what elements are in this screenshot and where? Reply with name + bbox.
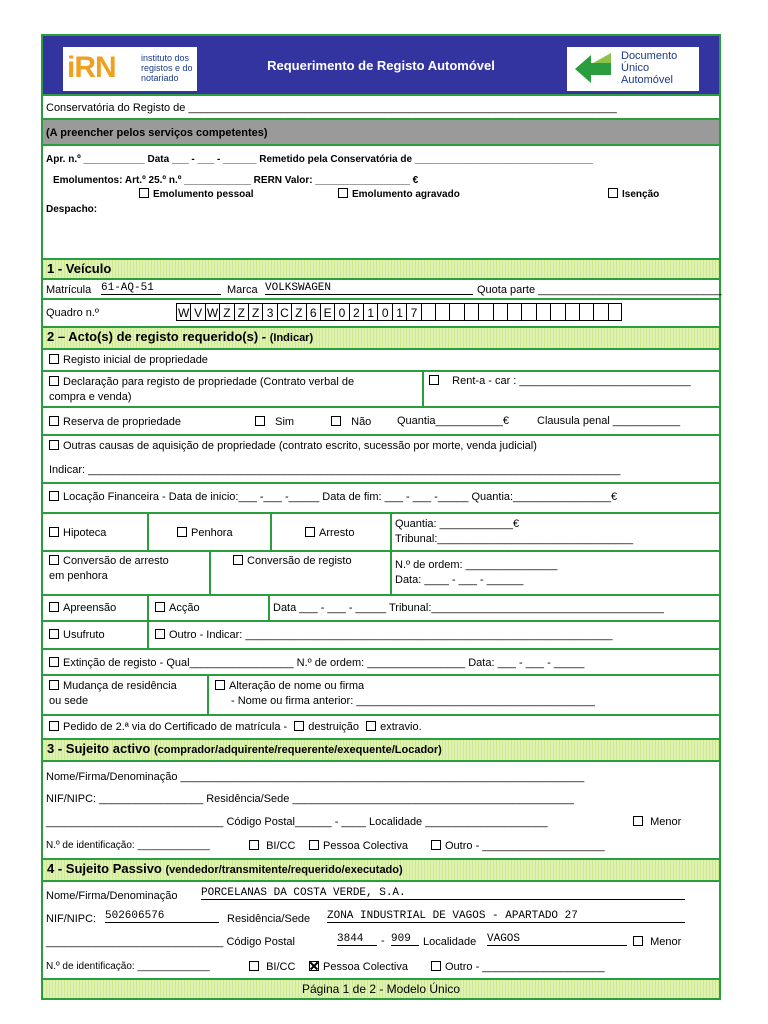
usufruto[interactable]: Usufruto — [49, 629, 105, 641]
reserva-nao[interactable]: Não — [331, 416, 371, 428]
declaracao-line2: compra e venda) — [49, 391, 132, 403]
page-footer — [41, 980, 721, 1000]
rent-a-car-checkbox[interactable] — [429, 375, 439, 385]
conversao-registo[interactable]: Conversão de registo — [233, 555, 352, 567]
emol-pessoal-checkbox[interactable] — [139, 188, 149, 198]
clausula-penal[interactable]: Clausula penal ___________ — [537, 415, 681, 427]
pedido-2via-checkbox[interactable] — [49, 721, 59, 731]
reserva-checkbox[interactable] — [49, 416, 59, 426]
passivo-colectiva-checkbox[interactable] — [309, 961, 319, 971]
passivo-residencia-value[interactable]: ZONA INDUSTRIAL DE VAGOS - APARTADO 27 — [327, 910, 685, 923]
matricula-row — [41, 280, 721, 300]
passivo-outro[interactable]: Outro - ____________________ — [431, 961, 605, 973]
activo-nome[interactable]: Nome/Firma/Denominação __________________________________________________________________ — [46, 771, 585, 783]
section-passivo-title: 4 - Sujeito Passivo (vendedor/transmitente/requerido/executado) — [47, 861, 403, 876]
passivo-outro-checkbox[interactable] — [431, 961, 441, 971]
vin-char-box[interactable] — [608, 303, 622, 321]
irn-logo-text: instituto dos registos e do notariado — [141, 53, 193, 83]
activo-outro[interactable]: Outro - ____________________ — [431, 840, 605, 852]
activo-colectiva[interactable]: Pessoa Colectiva — [309, 840, 408, 852]
vin-char-box[interactable]: E — [320, 303, 334, 321]
mudanca-residencia-checkbox[interactable] — [49, 680, 59, 690]
vin-char-box[interactable]: Z — [291, 303, 305, 321]
section-veiculo-title: 1 - Veículo — [47, 261, 112, 276]
registo-inicial-row — [41, 350, 721, 372]
divider — [207, 676, 209, 716]
vin-char-box[interactable] — [536, 303, 550, 321]
vin-char-box[interactable]: C — [277, 303, 291, 321]
matricula-label: Matrícula — [46, 284, 92, 296]
passivo-nome-value[interactable]: PORCELANAS DA COSTA VERDE, S.A. — [201, 887, 685, 900]
vin-char-box[interactable]: 3 — [262, 303, 276, 321]
divider — [147, 622, 149, 650]
apreensao-checkbox[interactable] — [49, 602, 59, 612]
alteracao-nome-checkbox[interactable] — [215, 680, 225, 690]
emol-agravado-checkbox[interactable] — [338, 188, 348, 198]
vin-char-box[interactable] — [493, 303, 507, 321]
marca-label: Marca — [227, 284, 258, 296]
vin-char-box[interactable]: 1 — [363, 303, 377, 321]
activo-block — [41, 762, 721, 860]
vin-char-box[interactable] — [435, 303, 449, 321]
mudanca-line2: ou sede — [49, 695, 89, 707]
passivo-residencia-label: Residência/Sede — [227, 913, 311, 925]
conversao-ordem[interactable]: N.º de ordem: _______________ — [395, 559, 558, 571]
locacao-checkbox[interactable] — [49, 491, 59, 501]
nome-anterior[interactable]: - Nome ou firma anterior: _______________________________________ — [231, 695, 595, 707]
arresto-checkbox[interactable] — [305, 527, 315, 537]
apreensao-row — [41, 596, 721, 622]
outras-causas-checkbox[interactable] — [49, 440, 59, 450]
page-number: Página 1 de 2 - Modelo Único — [301, 982, 461, 996]
activo-bicc-checkbox[interactable] — [249, 840, 259, 850]
servicos-block — [41, 146, 721, 260]
outras-row — [41, 436, 721, 484]
vin-char-box[interactable]: 2 — [349, 303, 363, 321]
conversao-arresto-line2: em penhora — [49, 570, 108, 582]
vin-char-box[interactable]: W — [176, 303, 190, 321]
despacho-label: Despacho: — [46, 204, 98, 215]
dua-arrow-icon — [571, 49, 615, 89]
divider — [209, 552, 211, 596]
locacao[interactable]: Locação Financeira - Data de inicio:___ -___ -_____ Data de fim: ___ - ___ -_____ Quantia:________________€ — [49, 491, 617, 503]
conversao-data[interactable]: Data: ____ - ___ - ______ — [395, 574, 524, 586]
passivo-cp2[interactable]: 909 — [391, 933, 419, 946]
divider — [270, 514, 272, 552]
passivo-codigo-label: _____________________________ Código Postal — [46, 936, 295, 948]
passivo-cp1[interactable]: 3844 — [337, 933, 377, 946]
outras-causas[interactable]: Outras causas de aquisição de propriedade (contrato escrito, sucessão por morte, venda judicial) — [49, 440, 537, 452]
hipoteca-checkbox[interactable] — [49, 527, 59, 537]
outro-indicar-checkbox[interactable] — [155, 629, 165, 639]
usufruto-checkbox[interactable] — [49, 629, 59, 639]
servicos-bar — [41, 120, 721, 146]
declaracao[interactable]: Declaração para registo de propriedade (Contrato verbal de — [49, 376, 354, 388]
declaracao-row — [41, 372, 721, 408]
vin-char-box[interactable] — [449, 303, 463, 321]
penhora[interactable]: Penhora — [177, 527, 233, 539]
vin-char-box[interactable] — [565, 303, 579, 321]
quadro-row — [41, 300, 721, 328]
section-veiculo — [41, 260, 721, 280]
conversao-registo-checkbox[interactable] — [233, 555, 243, 565]
registo-inicial-checkbox[interactable] — [49, 354, 59, 364]
conversao-arresto-checkbox[interactable] — [49, 555, 59, 565]
activo-colectiva-checkbox[interactable] — [309, 840, 319, 850]
section-passivo — [41, 860, 721, 882]
section-activo — [41, 740, 721, 762]
activo-outro-checkbox[interactable] — [431, 840, 441, 850]
dua-logo — [567, 47, 699, 91]
isencao[interactable]: Isenção — [608, 188, 659, 200]
quota-field[interactable]: Quota parte ______________________________ — [477, 284, 722, 296]
vin-char-box[interactable]: Z — [234, 303, 248, 321]
passivo-id[interactable]: N.º de identificação: _____________ — [46, 961, 210, 972]
activo-menor[interactable]: Menor — [633, 816, 681, 828]
apreensao-data-tribunal[interactable]: Data ___ - ___ - _____ Tribunal:______________________________________ — [273, 602, 664, 614]
declaracao-checkbox[interactable] — [49, 376, 59, 386]
section-actos-title: 2 – Acto(s) de registo requerido(s) - (Indicar) — [47, 329, 314, 344]
extincao-row — [41, 650, 721, 676]
quadro-label: Quadro n.º — [46, 307, 99, 319]
rent-a-car[interactable]: Rent-a - car : ____________________________ — [429, 375, 691, 387]
vin-char-box[interactable]: 0 — [334, 303, 348, 321]
vin-char-box[interactable] — [421, 303, 435, 321]
passivo-nif-label: NIF/NIPC: — [46, 913, 97, 925]
matricula-value[interactable]: 61-AQ-51 — [101, 282, 221, 295]
vin-char-box[interactable] — [478, 303, 492, 321]
reserva[interactable]: Reserva de propriedade — [49, 416, 181, 428]
cp-separator: - — [381, 935, 385, 947]
activo-nif[interactable]: NIF/NIPC: _________________ Residência/Sede ______________________________________________ — [46, 793, 574, 805]
alteracao-nome[interactable]: Alteração de nome ou firma — [215, 680, 364, 692]
passivo-bicc-checkbox[interactable] — [249, 961, 259, 971]
vin-char-box[interactable]: W — [205, 303, 219, 321]
mudanca-row — [41, 676, 721, 716]
reserva-row — [41, 408, 721, 436]
page-title: Requerimento de Registo Automóvel — [267, 58, 495, 73]
divider — [268, 596, 270, 622]
vin-char-box[interactable]: V — [190, 303, 204, 321]
activo-codigo-postal[interactable]: _____________________________ Código Postal______ - ____ Localidade ____________________ — [46, 816, 548, 828]
penhora-checkbox[interactable] — [177, 527, 187, 537]
vin-char-box[interactable]: Z — [219, 303, 233, 321]
accao[interactable]: Acção — [155, 602, 200, 614]
passivo-nome-label: Nome/Firma/Denominação — [46, 890, 178, 902]
passivo-menor-checkbox[interactable] — [633, 936, 643, 946]
hipoteca[interactable]: Hipoteca — [49, 527, 106, 539]
vin-char-box[interactable]: 1 — [392, 303, 406, 321]
form-header — [41, 34, 721, 96]
vin-char-box[interactable]: 6 — [306, 303, 320, 321]
extincao-checkbox[interactable] — [49, 657, 59, 667]
hipoteca-row — [41, 514, 721, 552]
section-activo-title: 3 - Sujeito activo (comprador/adquirente/requerente/exequente/Locador) — [47, 741, 442, 756]
passivo-localidade-label: Localidade — [423, 936, 477, 948]
pedido-2via[interactable]: Pedido de 2.ª via do Certificado de matrícula - destruição extravio. — [49, 721, 422, 733]
activo-bicc[interactable]: BI/CC — [249, 840, 295, 852]
servicos-title: (A preencher pelos serviços competentes) — [46, 127, 268, 139]
extincao[interactable]: Extinção de registo - Qual_________________ N.º de ordem: ________________ Data: ___ - ___ - _____ — [49, 657, 584, 669]
pedido-row — [41, 716, 721, 740]
vin-char-box[interactable] — [593, 303, 607, 321]
indicar-field[interactable]: Indicar: _______________________________________________________________________________________ — [49, 464, 621, 476]
vin-char-box[interactable]: 7 — [406, 303, 420, 321]
divider — [390, 514, 392, 552]
vin-char-box[interactable] — [464, 303, 478, 321]
reserva-sim-checkbox[interactable] — [255, 416, 265, 426]
outro-indicar[interactable]: Outro - Indicar: ____________________________________________________________ — [155, 629, 612, 641]
mudanca-residencia[interactable]: Mudança de residência — [49, 680, 177, 692]
passivo-colectiva[interactable]: Pessoa Colectiva — [309, 961, 408, 973]
vin-char-box[interactable]: Z — [248, 303, 262, 321]
emol-pessoal[interactable]: Emolumento pessoal — [139, 188, 254, 200]
divider — [147, 596, 149, 622]
passivo-menor[interactable]: Menor — [633, 936, 681, 948]
passivo-block — [41, 882, 721, 980]
vin-char-box[interactable] — [579, 303, 593, 321]
registo-inicial[interactable]: Registo inicial de propriedade — [49, 354, 208, 366]
divider — [147, 514, 149, 552]
passivo-localidade-value[interactable]: VAGOS — [487, 933, 627, 946]
extravio-checkbox[interactable] — [366, 721, 376, 731]
section-actos — [41, 328, 721, 350]
activo-id[interactable]: N.º de identificação: _____________ — [46, 840, 210, 851]
passivo-nif-value[interactable]: 502606576 — [105, 910, 219, 923]
servicos-line2[interactable]: Emolumentos: Art.º 25.º n.º ____________ RERN Valor: _________________ € — [53, 175, 419, 186]
servicos-line1[interactable]: Apr. n.º ___________ Data ___ - ___ - ______ Remetido pela Conservatória de ________________________________ — [46, 154, 593, 165]
apreensao[interactable]: Apreensão — [49, 602, 116, 614]
reserva-quantia[interactable]: Quantia___________€ — [397, 415, 509, 427]
usufruto-row — [41, 622, 721, 650]
emol-agravado[interactable]: Emolumento agravado — [338, 188, 460, 200]
vin-char-box[interactable] — [507, 303, 521, 321]
conservatoria-row — [41, 96, 721, 120]
reserva-nao-checkbox[interactable] — [331, 416, 341, 426]
vin-char-box[interactable]: 0 — [377, 303, 391, 321]
locacao-row — [41, 484, 721, 514]
divider — [422, 372, 424, 408]
reserva-sim[interactable]: Sim — [255, 416, 294, 428]
irn-logo-mark: iRN — [67, 51, 116, 84]
vin-char-box[interactable] — [550, 303, 564, 321]
dua-logo-text: Documento Único Automóvel — [621, 50, 678, 86]
destruicao-checkbox[interactable] — [294, 721, 304, 731]
divider — [390, 552, 392, 596]
conversao-arresto[interactable]: Conversão de arresto — [49, 555, 169, 567]
conversao-row — [41, 552, 721, 596]
passivo-bicc[interactable]: BI/CC — [249, 961, 295, 973]
arresto[interactable]: Arresto — [305, 527, 354, 539]
hipoteca-quantia[interactable]: Quantia: ____________€ — [395, 518, 520, 530]
conservatoria-field[interactable]: Conservatória do Registo de ______________________________________________________________________ — [46, 102, 617, 114]
isencao-checkbox[interactable] — [608, 188, 618, 198]
vin-char-box[interactable] — [521, 303, 535, 321]
accao-checkbox[interactable] — [155, 602, 165, 612]
hipoteca-tribunal[interactable]: Tribunal:________________________________ — [395, 533, 634, 545]
marca-value[interactable]: VOLKSWAGEN — [265, 282, 473, 295]
vin-boxes[interactable] — [176, 303, 622, 321]
activo-menor-checkbox[interactable] — [633, 816, 643, 826]
